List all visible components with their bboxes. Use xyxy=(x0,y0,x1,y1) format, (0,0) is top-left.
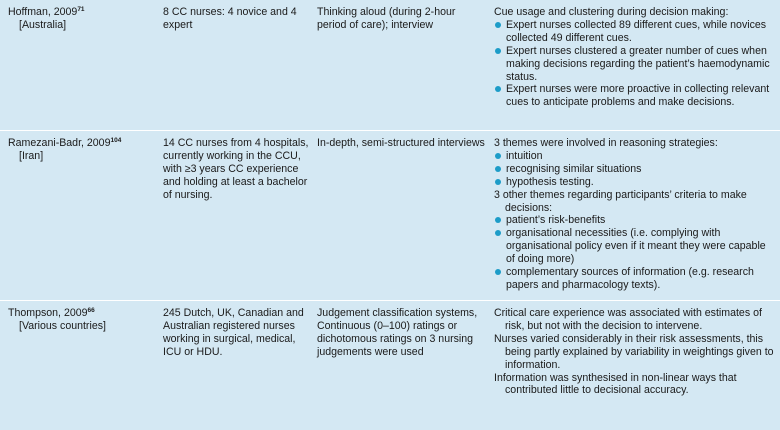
findings-intro-2: 3 other themes regarding participants’ criteria to make decisions: xyxy=(494,188,747,214)
list-item: recognising similar situations xyxy=(494,163,774,176)
list-item: intuition xyxy=(494,150,774,163)
list-item: Expert nurses collected 89 different cues, while novices collected 49 different cues. xyxy=(494,19,774,45)
list-item: Expert nurses were more proactive in collecting relevant cues to anticipate problems and make decisions. xyxy=(494,83,774,109)
findings-cell xyxy=(494,307,774,397)
findings-cell xyxy=(494,137,774,292)
bullet-dot-icon xyxy=(495,230,501,236)
reference-number: 71 xyxy=(77,6,85,13)
table-row-hoffman xyxy=(0,0,780,130)
bullet-dot-icon xyxy=(495,179,501,185)
bullet-dot-icon xyxy=(495,22,501,28)
method-cell: In-depth, semi-structured interviews xyxy=(317,137,485,149)
table-row-ramezani-badr xyxy=(0,131,780,300)
findings-intro: Cue usage and clustering during decision making: xyxy=(494,6,729,18)
bullet-dot-icon xyxy=(495,217,501,223)
findings-paragraph: Critical care experience was associated with estimates of risk, but not with the decision to intervene. xyxy=(494,307,762,332)
findings-list xyxy=(494,19,774,109)
bullet-dot-icon xyxy=(495,48,501,54)
bullet-dot-icon xyxy=(495,153,501,159)
method-cell: Thinking aloud (during 2-hour period of care); interview xyxy=(317,6,456,31)
table-row-thompson xyxy=(0,301,780,430)
list-item: organisational necessities (i.e. complying with organisational policy even if it meant they were capable of doing more) xyxy=(494,227,774,266)
findings-paragraph: Nurses varied considerably in their risk assessments, this being partly explained by variability in weightings given to information. xyxy=(494,332,774,371)
bullet-dot-icon xyxy=(495,86,501,92)
list-item: Expert nurses clustered a greater number of cues when making decisions regarding the patient’s haemodynamic status. xyxy=(494,45,774,84)
study-cell xyxy=(8,137,158,163)
list-item: complementary sources of information (e.g. research papers and pharmacology texts). xyxy=(494,266,774,292)
participants-cell: 8 CC nurses: 4 novice and 4 expert xyxy=(163,6,297,31)
findings-list-2 xyxy=(494,214,774,291)
reference-number: 104 xyxy=(110,137,122,144)
study-location: [Australia] xyxy=(19,18,67,31)
study-location: [Various countries] xyxy=(19,319,106,332)
findings-paragraph: Information was synthesised in non-linear ways that contributed little to decisional accuracy. xyxy=(494,371,737,397)
study-location: [Iran] xyxy=(19,149,44,162)
method-cell: Judgement classification systems, Continuous (0–100) ratings or dichotomous ratings on 3 nursing judgements were used xyxy=(317,307,478,358)
study-cell xyxy=(8,6,158,32)
study-author: Hoffman, 2009 xyxy=(8,6,78,18)
study-cell xyxy=(8,307,158,333)
findings-cell xyxy=(494,6,774,109)
participants-cell: 245 Dutch, UK, Canadian and Australian registered nurses working in surgical, medical, ICU or HDU. xyxy=(163,307,304,358)
bullet-dot-icon xyxy=(495,269,501,275)
study-author: Ramezani-Badr, 2009 xyxy=(8,137,111,149)
findings-intro: 3 themes were involved in reasoning strategies: xyxy=(494,137,718,149)
findings-list xyxy=(494,150,774,189)
reference-number: 66 xyxy=(87,307,95,314)
bullet-dot-icon xyxy=(495,166,501,172)
list-item: patient’s risk-benefits xyxy=(494,214,774,227)
participants-cell: 14 CC nurses from 4 hospitals, currently working in the CCU, with ≥3 years CC experience and holding at least a bachelor of nursing. xyxy=(163,137,309,201)
study-author: Thompson, 2009 xyxy=(8,307,88,319)
list-item: hypothesis testing. xyxy=(494,176,774,189)
